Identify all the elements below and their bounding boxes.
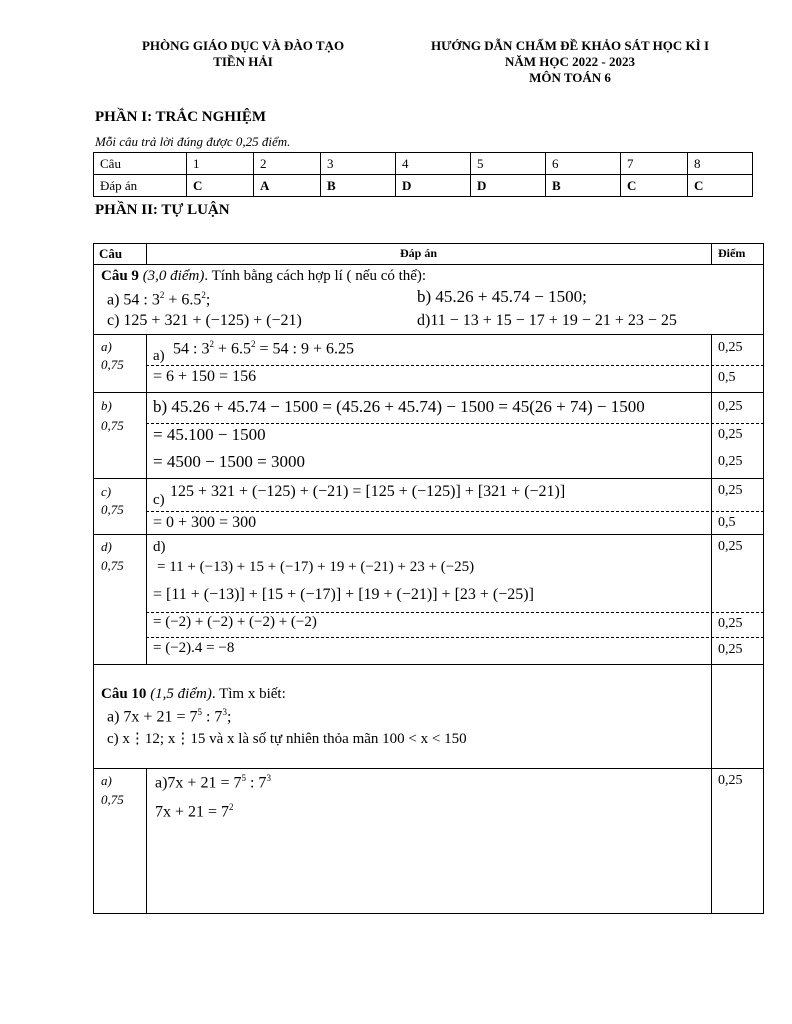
col-header-cau: Câu (99, 246, 123, 261)
exponent: 5 (241, 773, 246, 783)
question-number: 2 (254, 153, 321, 175)
q9-title: Câu 9 (101, 268, 139, 284)
row-divider (93, 264, 764, 265)
row-divider (93, 478, 764, 479)
q9d-score3: 0,25 (718, 642, 743, 657)
q10a-points: 0,75 (101, 792, 124, 807)
answer-cell: D (471, 175, 546, 197)
q9-part-a-text: a) 54 : 3 (107, 291, 160, 309)
row-divider (146, 637, 764, 638)
q9d-step2: = [11 + (−13)] + [15 + (−17)] + [19 + (−21)] + [23 + (−25)] (153, 586, 534, 603)
exponent: 2 (229, 802, 234, 812)
q9c-points: 0,75 (101, 502, 124, 517)
q9d-points: 0,75 (101, 558, 124, 573)
q9-part-a-text: + 6.5 (164, 291, 202, 309)
q9c-step2: = 0 + 300 = 300 (153, 514, 257, 531)
row-divider (93, 392, 764, 393)
q9d-step1: = 11 + (−13) + 15 + (−17) + 19 + (−21) + 23 + (−25) (157, 559, 475, 575)
row-divider (146, 612, 764, 613)
col-divider (146, 768, 147, 914)
q9a-step2: = 6 + 150 = 156 (153, 368, 257, 385)
answer-cell: B (546, 175, 621, 197)
question-number: 3 (321, 153, 396, 175)
col-header-dap-an: Đáp án (400, 246, 438, 260)
q10a-step2 (155, 802, 234, 821)
q9a-score1: 0,25 (718, 340, 743, 355)
q9c-score1: 0,25 (718, 483, 743, 498)
school-year: NĂM HỌC 2022 - 2023 (505, 54, 635, 69)
q9-part-b: b) 45.26 + 45.74 − 1500; (417, 287, 587, 306)
q9c-label: c) (101, 484, 112, 499)
question-number: 4 (396, 153, 471, 175)
q10a-step1 (155, 773, 271, 792)
q9d-score1: 0,25 (718, 539, 743, 554)
q9a-prefix: a) (153, 348, 165, 364)
exponent: 2 (201, 290, 206, 300)
q9-part-c: c) 125 + 321 + (−125) + (−21) (107, 312, 302, 329)
q10-part-a (107, 707, 231, 726)
q9-statement (101, 268, 426, 285)
q10a-step1-text: a)7x + 21 = 7 (155, 774, 242, 792)
part1-title: PHẦN I: TRẮC NGHIỆM (95, 109, 266, 125)
q9a-label: a) (101, 339, 112, 354)
exam-title: HƯỚNG DẪN CHẤM ĐỀ KHẢO SÁT HỌC KÌ I (430, 38, 710, 53)
col-header-diem: Điểm (718, 246, 746, 260)
q9b-score3: 0,25 (718, 454, 743, 469)
q9-part-d: d)11 − 13 + 15 − 17 + 19 − 21 + 23 − 25 (417, 312, 677, 329)
row-divider (93, 768, 764, 769)
q9c-score2: 0,5 (718, 515, 736, 530)
q9b-step3: = 4500 − 1500 = 3000 (153, 452, 306, 471)
exponent: 2 (209, 339, 214, 349)
question-number: 7 (621, 153, 688, 175)
question-number: 8 (688, 153, 753, 175)
answer-cell: B (321, 175, 396, 197)
q9-part-a (107, 290, 210, 309)
subject: MÔN TOÁN 6 (529, 70, 611, 85)
col-divider (711, 243, 712, 264)
answer-cell: C (621, 175, 688, 197)
q9a-step1-text: = 54 : 9 + 6.25 (255, 340, 354, 358)
q9b-score1: 0,25 (718, 399, 743, 414)
q9a-step1 (173, 339, 354, 358)
exponent: 2 (250, 339, 256, 349)
row-divider (146, 365, 764, 366)
q9c-prefix: c) (153, 492, 165, 508)
q10a-step2-text: 7x + 21 = 7 (155, 803, 230, 821)
q10-part-a-text: ; (226, 708, 232, 726)
exponent: 3 (222, 707, 227, 717)
col-divider (146, 334, 147, 664)
q9d-prefix: d) (153, 539, 166, 555)
col-divider (711, 334, 712, 664)
question-number: 5 (471, 153, 546, 175)
answer-row (94, 175, 753, 197)
q9b-label: b) (101, 398, 112, 413)
district-name: TIỀN HẢI (213, 54, 273, 69)
q10a-score1: 0,25 (718, 773, 743, 788)
q9b-step2: = 45.100 − 1500 (153, 425, 266, 444)
answer-cell: D (396, 175, 471, 197)
question-number: 1 (187, 153, 254, 175)
school-department-header (108, 38, 378, 70)
answer-cell: A (254, 175, 321, 197)
q9a-score2: 0,5 (718, 370, 736, 385)
q9a-step1-text: 54 : 3 (173, 340, 210, 358)
q9d-label: d) (101, 539, 112, 554)
q10-part-a-text: a) 7x + 21 = 7 (107, 708, 198, 726)
q9d-step4: = (−2).4 = −8 (153, 640, 235, 656)
q10a-label: a) (101, 773, 112, 788)
row-label-cau: Câu (94, 153, 187, 175)
q10-title: Câu 10 (101, 686, 147, 702)
exam-title-header (395, 38, 745, 86)
multiple-choice-answer-table (93, 152, 753, 197)
row-divider (93, 334, 764, 335)
q9-part-a-text: ; (205, 291, 211, 309)
exponent: 5 (197, 707, 202, 717)
col-divider (146, 243, 147, 264)
q10a-step1-text: : 7 (245, 774, 267, 792)
q10-part-c: c) x⋮12; x⋮15 và x là số tự nhiên thỏa mãn 100 < x < 150 (107, 731, 467, 747)
exponent: 2 (159, 290, 165, 300)
q9d-score2: 0,25 (718, 616, 743, 631)
q9c-step1: 125 + 321 + (−125) + (−21) = [125 + (−125)] + [321 + (−21)] (170, 483, 566, 500)
question-number-row (94, 153, 753, 175)
q9a-step1-text: + 6.5 (213, 340, 251, 358)
row-divider (93, 534, 764, 535)
answer-cell: C (187, 175, 254, 197)
q9-points: (3,0 điểm) (138, 268, 205, 284)
row-label-dap-an: Đáp án (94, 175, 187, 197)
q10-instruction: . Tìm x biết: (211, 686, 286, 702)
q9a-points: 0,75 (101, 357, 124, 372)
part1-scoring-note: Mỗi câu trả lời đúng được 0,25 điểm. (95, 134, 291, 149)
q9b-points: 0,75 (101, 418, 124, 433)
part2-title: PHẦN II: TỰ LUẬN (95, 202, 230, 218)
q9-instruction: . Tính bằng cách hợp lí ( nếu có thể): (204, 268, 427, 284)
q10-statement (101, 686, 286, 703)
q9d-step3: = (−2) + (−2) + (−2) + (−2) (153, 614, 317, 630)
q10-points: (1,5 điểm) (146, 686, 212, 702)
q9b-score2: 0,25 (718, 427, 743, 442)
col-divider (711, 664, 712, 914)
q10-part-a-text: : 7 (201, 708, 223, 726)
department-name: PHÒNG GIÁO DỤC VÀ ĐÀO TẠO (141, 38, 345, 53)
row-divider (146, 423, 764, 424)
exponent: 3 (266, 773, 271, 783)
q9b-step1: b) 45.26 + 45.74 − 1500 = (45.26 + 45.74) − 1500 = 45(26 + 74) − 1500 (153, 397, 645, 416)
question-number: 6 (546, 153, 621, 175)
row-divider (93, 664, 764, 665)
answer-cell: C (688, 175, 753, 197)
row-divider (146, 511, 764, 512)
